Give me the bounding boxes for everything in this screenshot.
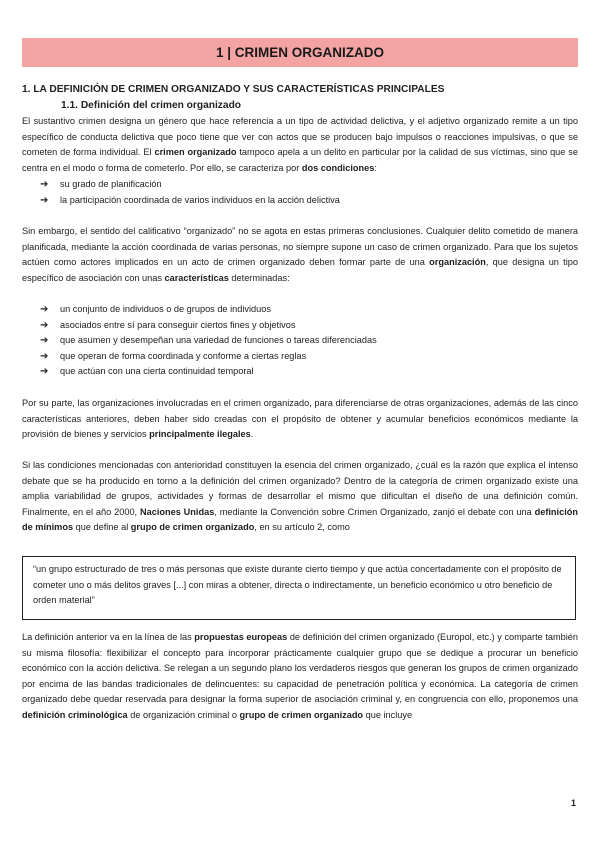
arrow-right-icon: ➔ [40,335,49,347]
bold-term: Naciones Unidas [139,506,215,517]
bold-term: dos condiciones [301,162,375,173]
text-run: Si las condiciones mencionadas con anterioridad constituyen la esencia del crimen organizado, ¿cuál es la razón que explica el intenso debate que se ha producido en torno a la definición del crimen organizado? Dentro de la categoría de crimen organizado existe una amplia variabilidad de grupos, actividades y formas de desarrollar el mismo que dificultan el diseño de una definición común. Finalmente, en el año 2000, [22,460,578,517]
list-item-text: su grado de planificación [60,179,162,189]
subsection-heading: 1.1. Definición del crimen organizado [61,100,242,111]
text-run: de definición del crimen organizado (Europol, etc.) y comparte también su misma filosofía: flexibilizar el concepto para incorporar prácticamente cualquier grupo que se dedique a procurar un beneficio económico con la acción delictiva. Se relegan a un segundo plano los verdaderos riesgos que generan los grupos de crimen organizado por encima de las bandas tradicionales de delincuentes: su capacidad de penetración política y económica. La categoría de crimen organizado debe quedar reservada para designar la forma superior de asociación criminal y, en congruencia con ello, proponemos una [22,632,579,705]
arrow-right-icon: ➔ [40,194,49,206]
paragraph-3 [22,396,578,443]
text-run: que incluye [363,709,413,720]
text-run: tampoco apela a un delito en particular por la calidad de sus víctimas, sino que se centra en el modo o forma de cometerlo. Por ello, se caracteriza por [22,147,578,173]
list-item [40,364,377,380]
bold-term: grupo de crimen organizado [130,522,255,533]
paragraph-5 [22,630,578,724]
text-run: Por su parte, las organizaciones involucradas en el crimen organizado, para diferenciarse de otras organizaciones, además de las cinco características anteriores, deben haber sido creadas con el propósito de obtener y acumular beneficios económicos mediante la provisión de bienes y servicios [22,398,578,440]
list-item-text: que actúan con una cierta continuidad temporal [60,366,254,377]
list-item [40,177,340,193]
text-run: La definición anterior va en la línea de las [22,632,195,642]
arrow-right-icon: ➔ [40,350,49,362]
page-title: 1 | CRIMEN ORGANIZADO [215,45,385,60]
title-band [22,38,578,67]
section-heading: 1. LA DEFINICIÓN DE CRIMEN ORGANIZADO Y SUS CARACTERÍSTICAS PRINCIPALES [22,84,445,95]
conditions-list [40,177,340,208]
arrow-right-icon: ➔ [40,304,49,315]
bold-term: características [164,272,229,283]
list-item-text: la participación coordinada de varios individuos en la acción delictiva [60,194,340,205]
text-run: . [250,429,254,440]
text-run: Sin embargo, el sentido del calificativo “organizado” no se agota en estas primeras conclusiones. Cualquier delito cometido de manera planificada, mediante la acción coordinada de varias personas, no siempre supone un caso de crimen organizado. Para que los sujetos actúen como actores implicados en un acto de crimen organizado deben formar parte de una [22,226,578,268]
paragraph-2 [22,224,578,286]
list-item-text: que asumen y desempeñan una variedad de funciones o tareas diferenciadas [60,335,377,346]
list-item [40,193,340,209]
text-run: El sustantivo crimen designa un género que hace referencia a un tipo de actividad delictiva, y el adjetivo organizado remite a un tipo específico de conducta delictiva que poco tiene que ver con actos que se producen bajo impulsos o reacciones impulsivas, o que se cometen de forma individual. El [22,116,578,158]
text-run: , mediante la Convención sobre Crimen Organizado, zanjó el debate con una [214,506,535,517]
page-number: 1 [570,798,576,808]
paragraph-1 [22,114,578,176]
un-definition-quote: “un grupo estructurado de tres o más personas que existe durante cierto tiempo y que actúa concertadamente con el propósito de cometer uno o más delitos graves [...] con miras a obtener, directa o indirectamente, un beneficio económico u otro beneficio de orden material” [22,556,576,620]
list-item [40,318,377,334]
text-run: , que designa un tipo específico de asociación con unas [22,257,578,283]
text-run: de organización criminal o [127,709,240,720]
bold-term: definición criminológica [22,709,128,720]
bold-term: grupo de crimen organizado [239,709,364,720]
list-item-text: asociados entre sí para conseguir ciertos fines y objetivos [60,319,296,330]
paragraph-4 [22,458,578,536]
bold-term: organización [429,257,486,268]
list-item-text: que operan de forma coordinada y conforme a ciertas reglas [60,350,307,361]
text-run: : [374,162,377,173]
characteristics-list [40,302,377,380]
list-item [40,302,377,318]
text-run: , en su artículo 2, como [254,522,350,533]
arrow-right-icon: ➔ [40,319,49,331]
list-item [40,333,377,349]
arrow-right-icon: ➔ [40,366,49,378]
bold-term: crimen organizado [154,147,237,158]
arrow-right-icon: ➔ [40,179,49,190]
bold-term: principalmente ilegales [149,429,251,440]
list-item [40,349,377,365]
text-run: determinadas: [228,272,290,283]
bold-term: definición de mínimos [22,506,578,533]
bold-term: propuestas europeas [194,632,288,642]
list-item-text: un conjunto de individuos o de grupos de individuos [60,304,271,314]
text-run: que define al [73,522,131,533]
